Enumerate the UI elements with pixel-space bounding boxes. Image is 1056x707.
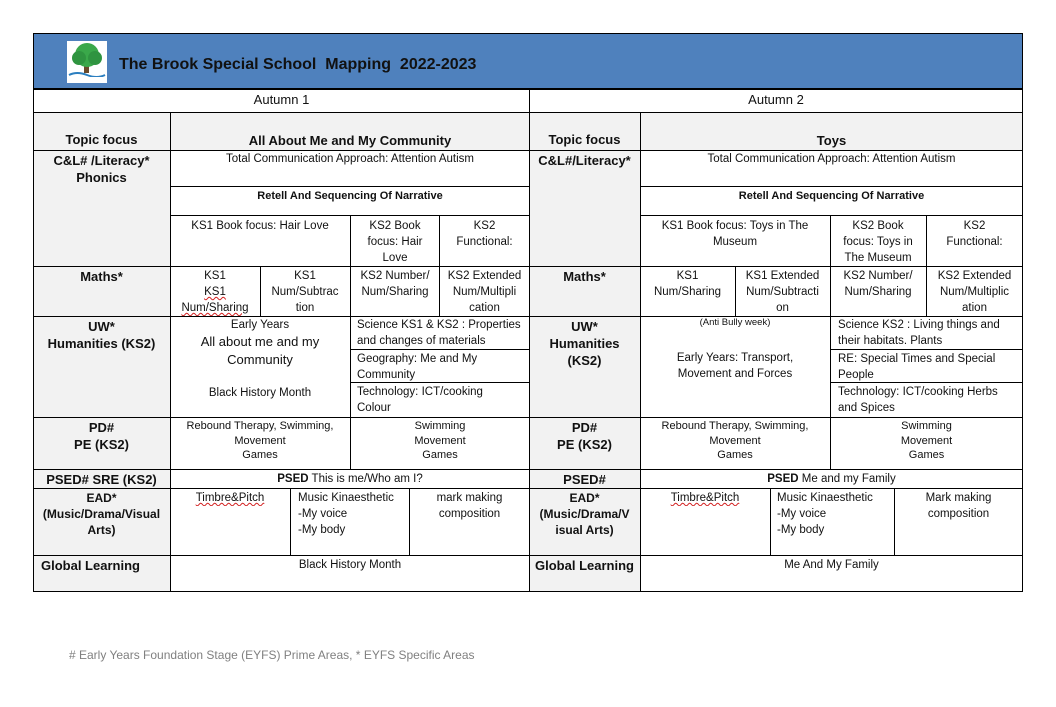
psed-a1: PSED This is me/Who am I? [277, 473, 423, 485]
ead-a2-2: Music Kinaesthetic -My voice -My body [777, 492, 873, 536]
uw-technology-a2: Technology: ICT/cooking Herbs and Spices [838, 386, 998, 414]
pd-right-a2: Swimming Movement Games [900, 420, 953, 461]
maths-a2-3: KS2 Number/ Num/Sharing [843, 270, 913, 298]
term-header-autumn2: Autumn 2 [748, 92, 804, 107]
label-pd-a1: PD# PE (KS2) [74, 420, 129, 452]
uw-early-a1: Early Years [230, 319, 290, 331]
ead-a1-2: Music Kinaesthetic -My voice -My body [298, 492, 394, 536]
footnote: # Early Years Foundation Stage (EYFS) Prime Areas, * EYFS Specific Areas [69, 648, 475, 662]
maths-a1-3: KS2 Number/ Num/Sharing [360, 270, 430, 298]
uw-science-a1: Science KS1 & KS2 : Properties and changes of materials [357, 319, 521, 347]
ks2-book-a2: KS2 Book focus: Toys in The Museum [843, 220, 913, 264]
label-literacy-a2: C&L#/Literacy* [538, 153, 631, 168]
maths-a2-2: KS1 Extended Num/Subtracti on [745, 270, 820, 314]
label-topic-focus-a2: Topic focus [548, 132, 621, 147]
global-a2: Me And My Family [784, 559, 879, 571]
label-uw-a1: UW* Humanities (KS2) [47, 319, 156, 351]
ks2-book-a1: KS2 Book focus: Hair Love [367, 220, 423, 264]
ks1-book-a1: KS1 Book focus: Hair Love [191, 220, 329, 232]
pd-right-a1: Swimming Movement Games [414, 420, 466, 461]
ks1-book-a2: KS1 Book focus: Toys in The Museum [661, 220, 809, 248]
pd-left-a1: Rebound Therapy, Swimming, Movement Games [186, 420, 334, 461]
label-ead-a1: EAD* (Music/Drama/Visual Arts) [42, 491, 161, 537]
psed-a2: PSED Me and my Family [767, 473, 896, 485]
retell-a1: Retell And Sequencing Of Narrative [257, 190, 443, 202]
uw-geography-a1: Geography: Me and My Community [357, 353, 478, 381]
retell-a2: Retell And Sequencing Of Narrative [738, 190, 925, 202]
school-logo [67, 41, 107, 83]
tca-a2: Total Communication Approach: Attention Autism [707, 153, 956, 165]
ks2-functional-a2: KS2 Functional: [946, 220, 1003, 248]
ead-a1-1: Timbre&Pitch [195, 492, 265, 504]
label-global-a1: Global Learning [41, 558, 140, 573]
uw-antibully-a2: (Anti Bully week) [699, 317, 771, 328]
label-literacy-a1: C&L# /Literacy* Phonics [53, 153, 150, 185]
uw-early-a2: Early Years: Transport, Movement and Forces [676, 352, 794, 380]
label-global-a2: Global Learning [535, 558, 634, 573]
uw-science-a2: Science KS2 : Living things and their habitats. Plants [838, 319, 1000, 347]
maths-a2-1: KS1 Num/Sharing [653, 270, 722, 298]
term-header-autumn1: Autumn 1 [253, 92, 310, 107]
topic-a1: All About Me and My Community [248, 133, 452, 148]
maths-a1-4: KS2 Extended Num/Multipli cation [447, 270, 522, 314]
page-title: The Brook Special School Mapping 2022-2023 [119, 56, 477, 73]
maths-a1-2: KS1 Num/Subtrac tion [271, 270, 339, 314]
ks2-functional-a1: KS2 Functional: [456, 220, 513, 248]
uw-topic-a1: All about me and my Community [200, 334, 320, 367]
tca-a1: Total Communication Approach: Attention Autism [225, 153, 475, 165]
label-pd-a2: PD# PE (KS2) [557, 420, 612, 452]
maths-a2-4: KS2 Extended Num/Multiplic ation [937, 270, 1012, 314]
label-maths-a2: Maths* [563, 269, 606, 284]
label-uw-a2: UW* Humanities (KS2) [549, 319, 620, 368]
label-maths-a1: Maths* [80, 269, 123, 284]
uw-bhm-a1: Black History Month [208, 387, 312, 399]
ead-a2-3: Mark making composition [925, 492, 992, 520]
label-psed-a1: PSED# SRE (KS2) [46, 472, 157, 487]
global-a1: Black History Month [298, 559, 402, 571]
uw-technology-a1: Technology: ICT/cooking Colour [357, 386, 483, 414]
topic-a2: Toys [816, 133, 847, 148]
maths-a1-1: KS1 KS1 Num/Sharing [181, 270, 249, 314]
pd-left-a2: Rebound Therapy, Swimming, Movement Games [661, 420, 809, 461]
uw-re-a2: RE: Special Times and Special People [838, 353, 996, 381]
ead-a1-3: mark making composition [436, 492, 503, 520]
label-ead-a2: EAD* (Music/Drama/V isual Arts) [539, 491, 630, 537]
ead-a2-1: Timbre&Pitch [670, 492, 740, 504]
label-topic-focus-a1: Topic focus [65, 132, 138, 147]
label-psed-a2: PSED# [563, 472, 606, 487]
